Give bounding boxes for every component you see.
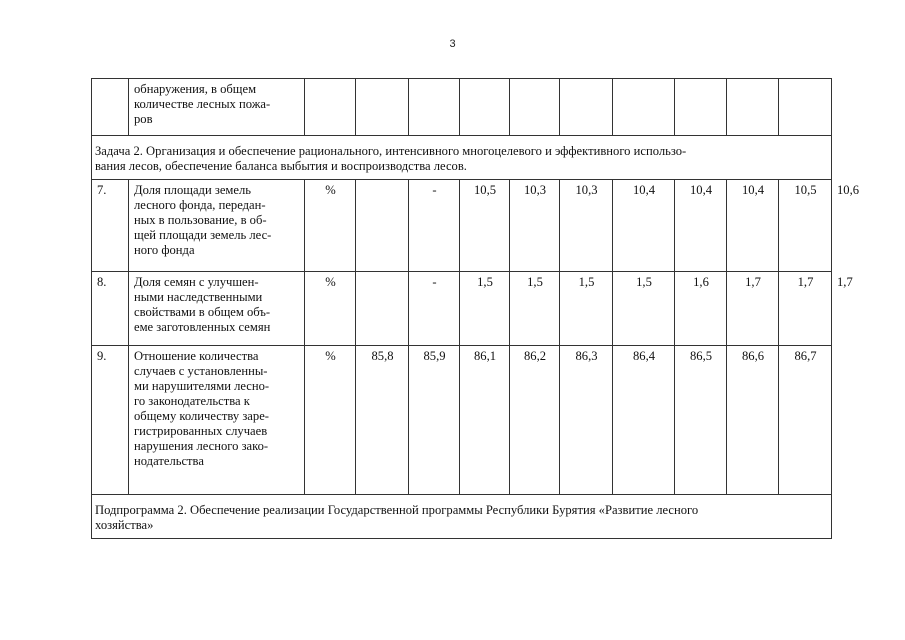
indicator-name-line: ных в пользование, в об- bbox=[134, 213, 267, 227]
value-cell: 85,8 bbox=[356, 346, 409, 495]
value-cell bbox=[356, 79, 409, 136]
row-number-cell: 7. bbox=[92, 180, 129, 272]
value-cell bbox=[409, 79, 460, 136]
value-cell bbox=[727, 79, 779, 136]
value-cell bbox=[675, 79, 727, 136]
indicator-name-line: общему количеству заре- bbox=[134, 409, 269, 423]
value-cell: - bbox=[409, 272, 460, 346]
value-cell: 86,6 bbox=[727, 346, 779, 495]
indicator-name-line: нодательства bbox=[134, 454, 204, 468]
value-cell: 1,5 bbox=[613, 272, 675, 346]
value-cell: 10,5 bbox=[460, 180, 510, 272]
value-cell: - bbox=[409, 180, 460, 272]
subprogram-heading-line: хозяйства» bbox=[95, 518, 154, 532]
indicator-name-line: лесного фонда, передан- bbox=[134, 198, 266, 212]
task-heading-line: вания лесов, обеспечение баланса выбытия и воспроизводства лесов. bbox=[95, 159, 467, 173]
value-cell: 86,4 bbox=[613, 346, 675, 495]
value-cell: 1,7 bbox=[727, 272, 779, 346]
value-cell: 10,4 bbox=[613, 180, 675, 272]
task-heading-line: Задача 2. Организация и обеспечение рационального, интенсивного многоцелевого и эффективного использо- bbox=[95, 144, 687, 158]
unit-cell bbox=[305, 79, 356, 136]
table-row-continuation bbox=[92, 79, 832, 136]
indicator-name-line: количестве лесных пожа- bbox=[134, 97, 271, 111]
value-cell: 10,5 bbox=[779, 180, 832, 272]
indicator-name-cell bbox=[129, 79, 305, 136]
indicator-table bbox=[91, 78, 860, 539]
task-heading-row bbox=[92, 136, 832, 180]
indicator-name-line: случаев с установленны- bbox=[134, 364, 268, 378]
row-number-cell: 8. bbox=[92, 272, 129, 346]
value-cell: 10,4 bbox=[675, 180, 727, 272]
value-cell: 86,1 bbox=[460, 346, 510, 495]
table-row: 8. Доля семян с улучшен- ными наследственными свойствами в общем объ- еме заготовленных семян % - 1,5 1,5 1,5 1,5 1,6 1,7 1,7 1,7 bbox=[92, 272, 832, 346]
value-cell: 86,7 bbox=[779, 346, 832, 495]
value-cell bbox=[356, 272, 409, 346]
value-cell bbox=[356, 180, 409, 272]
indicator-name-line: еме заготовленных семян bbox=[134, 320, 271, 334]
value-cell: 10,4 bbox=[727, 180, 779, 272]
indicator-name-line: Отношение количества bbox=[134, 349, 259, 363]
indicator-name-line: ров bbox=[134, 112, 153, 126]
value-cell: 86,3 bbox=[560, 346, 613, 495]
indicator-name-line: го законодательства к bbox=[134, 394, 250, 408]
indicator-name-cell bbox=[129, 272, 305, 346]
value-cell: 10,3 bbox=[560, 180, 613, 272]
row-number-cell bbox=[92, 79, 129, 136]
indicator-name-line: ми нарушителями лесно- bbox=[134, 379, 270, 393]
indicator-name-line: щей площади земель лес- bbox=[134, 228, 272, 242]
value-cell: 86,5 bbox=[675, 346, 727, 495]
value-cell: 10,3 bbox=[510, 180, 560, 272]
row-number-cell: 9. bbox=[92, 346, 129, 495]
indicator-name-line: ными наследственными bbox=[134, 290, 263, 304]
value-cell bbox=[560, 79, 613, 136]
page-number: 3 bbox=[449, 38, 456, 50]
indicator-name-cell bbox=[129, 346, 305, 495]
value-cell: 1,5 bbox=[510, 272, 560, 346]
value-cell: 1,7 bbox=[779, 272, 832, 346]
indicator-name-cell bbox=[129, 180, 305, 272]
value-cell: 85,9 bbox=[409, 346, 460, 495]
indicator-name-line: обнаружения, в общем bbox=[134, 82, 257, 96]
indicator-name-line: Доля площади земель bbox=[134, 183, 252, 197]
value-cell bbox=[510, 79, 560, 136]
indicator-name-line: ного фонда bbox=[134, 243, 195, 257]
value-cell: 1,6 bbox=[675, 272, 727, 346]
unit-cell: % bbox=[305, 272, 356, 346]
value-cell bbox=[779, 79, 832, 136]
subprogram-heading-row bbox=[92, 495, 832, 539]
value-cell: 1,5 bbox=[560, 272, 613, 346]
value-cell: 86,2 bbox=[510, 346, 560, 495]
unit-cell: % bbox=[305, 180, 356, 272]
unit-cell: % bbox=[305, 346, 356, 495]
indicator-name-line: свойствами в общем объ- bbox=[134, 305, 271, 319]
indicator-name-line: нарушения лесного зако- bbox=[134, 439, 269, 453]
indicator-name-line: Доля семян с улучшен- bbox=[134, 275, 259, 289]
value-cell bbox=[613, 79, 675, 136]
value-cell: 1,5 bbox=[460, 272, 510, 346]
table-row: 7. Доля площади земель лесного фонда, передан- ных в пользование, в об- щей площади земель лес- ного фонда % - 10,5 10,3 10,3 10,4 10,4 10,4 10,5 10,6 bbox=[92, 180, 832, 272]
task-heading bbox=[92, 136, 832, 180]
indicator-name-line: гистрированных случаев bbox=[134, 424, 268, 438]
subprogram-heading bbox=[92, 495, 832, 539]
subprogram-heading-line: Подпрограмма 2. Обеспечение реализации Государственной программы Республики Бурятия «Развитие лесного bbox=[95, 503, 699, 517]
table-row bbox=[92, 346, 832, 495]
value-cell bbox=[460, 79, 510, 136]
